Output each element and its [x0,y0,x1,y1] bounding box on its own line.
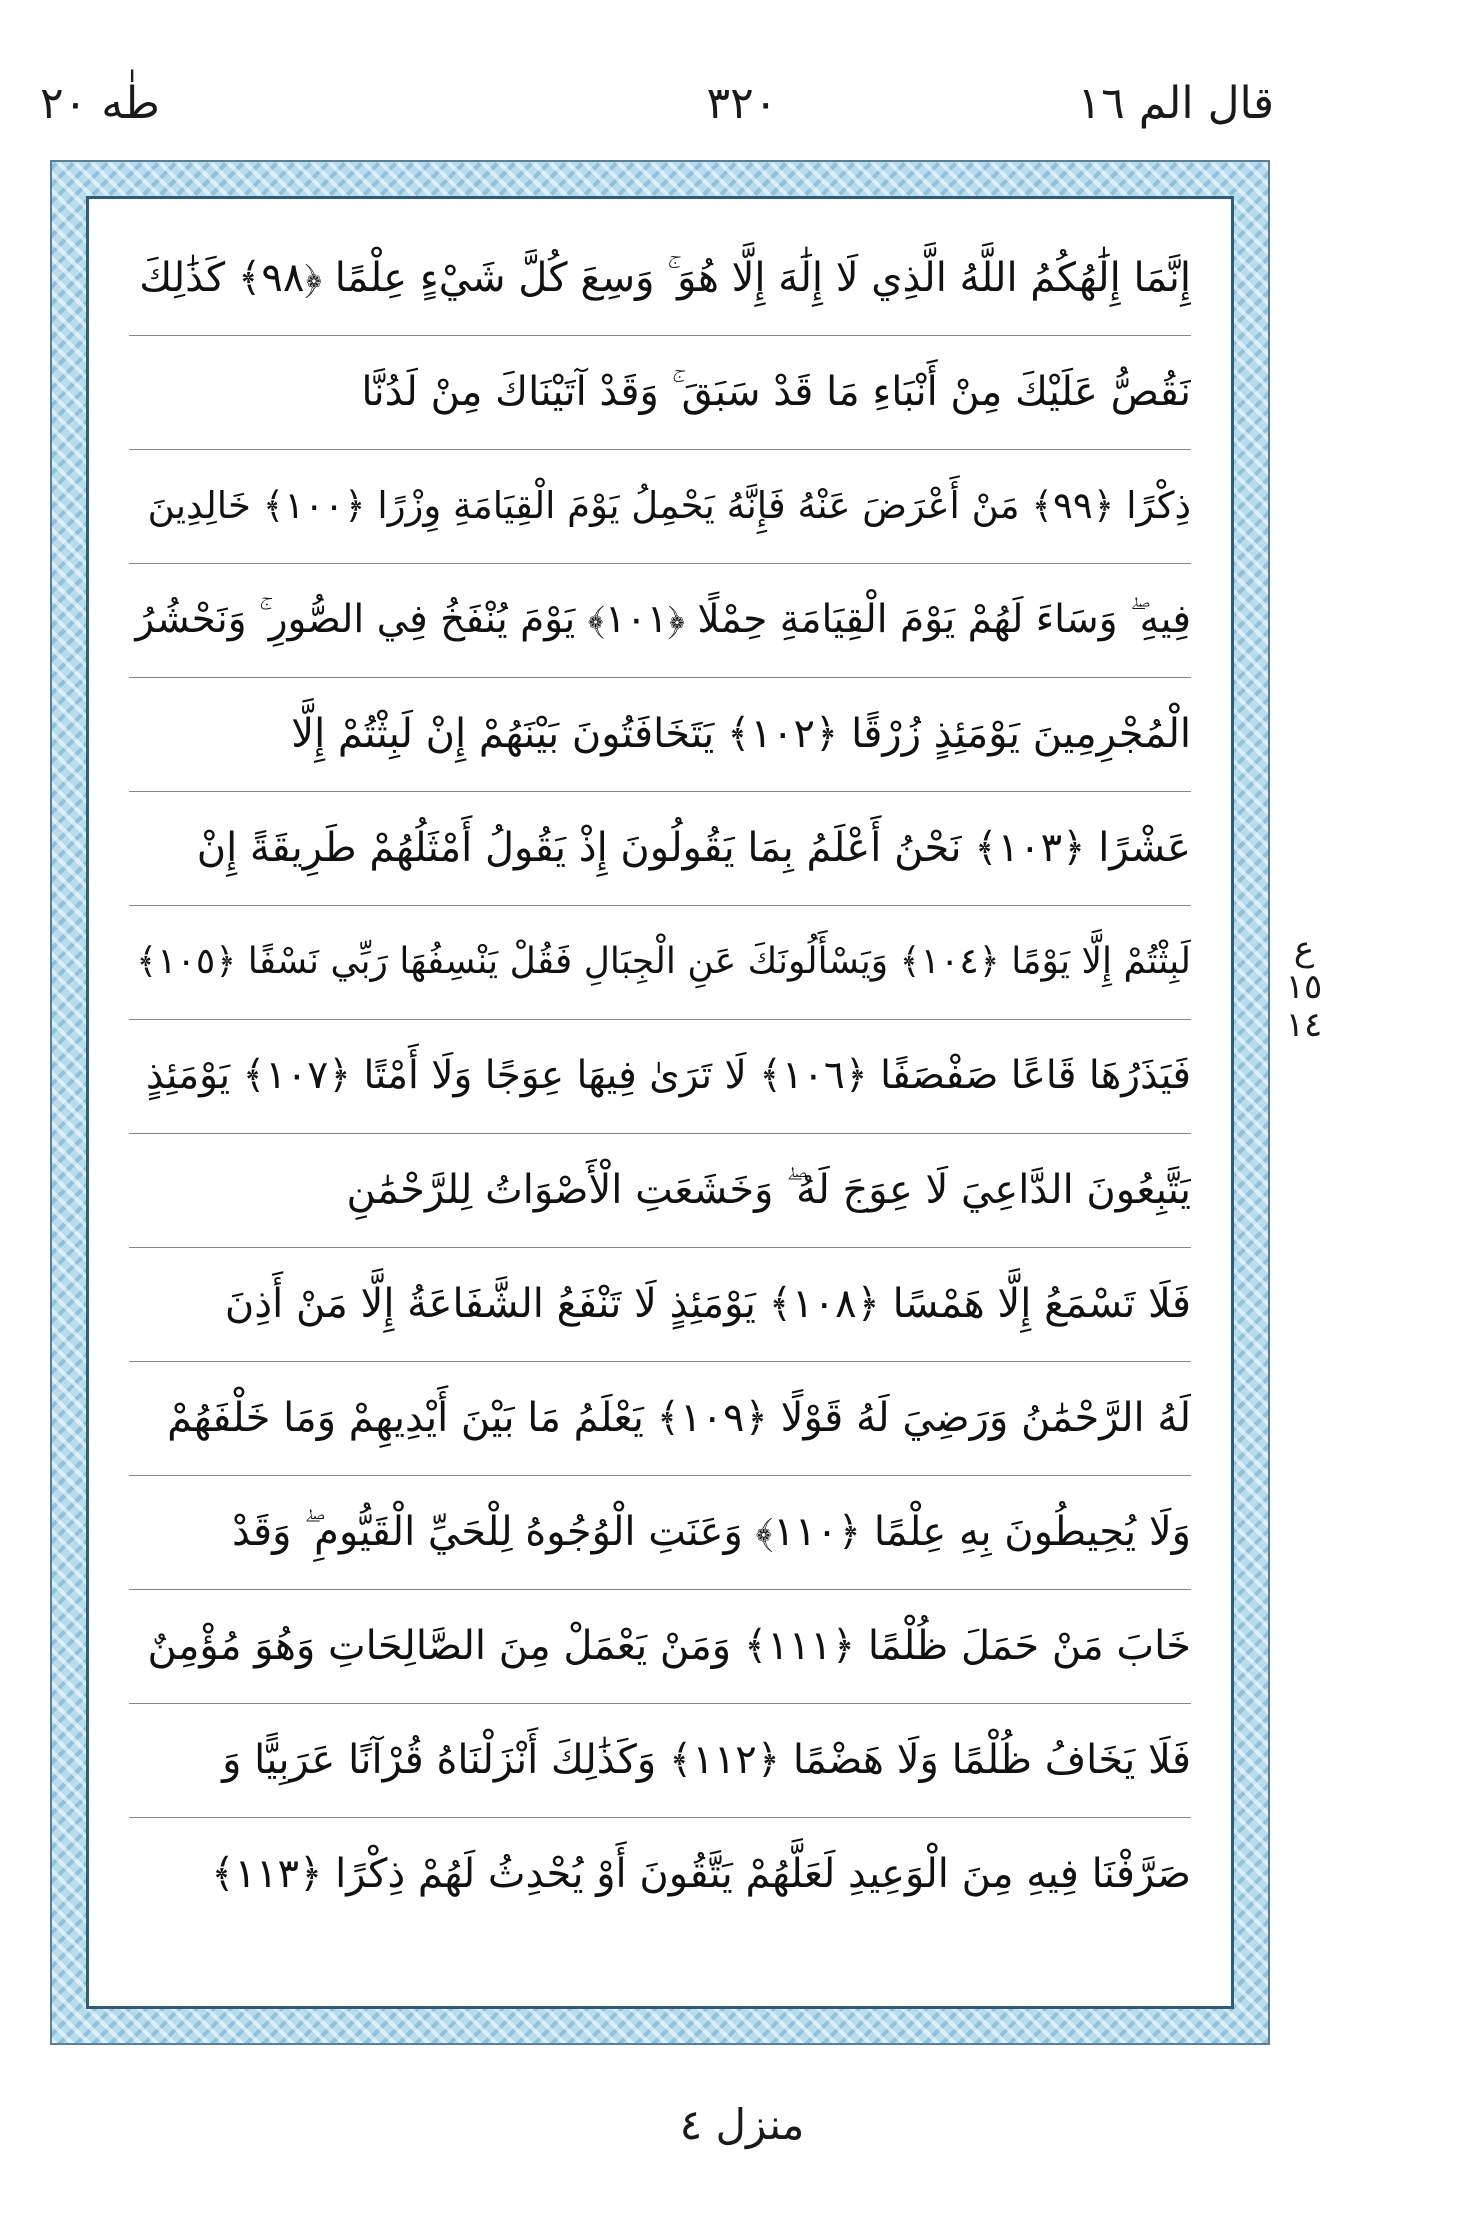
text-line [129,905,1191,1020]
manzil-label: منزل ٤ [679,2100,805,2149]
text-line [129,1019,1191,1134]
text-line [129,791,1191,906]
text-line-content: يَتَّبِعُونَ الدَّاعِيَ لَا عِوَجَ لَهُ ۖ وَخَشَعَتِ الْأَصْوَاتُ لِلرَّحْمَٰنِ [346,1167,1191,1213]
text-line-content: فَيَذَرُهَا قَاعًا صَفْصَفًا ﴿١٠٦﴾ لَا تَرَىٰ فِيهَا عِوَجًا وَلَا أَمْتًا ﴿١٠٧﴾ يَوْمَئِذٍ [145,1053,1191,1098]
text-line [129,1589,1191,1704]
text-panel [86,196,1234,2009]
text-line-content: فِيهِ ۖ وَسَاءَ لَهُمْ يَوْمَ الْقِيَامَةِ حِمْلًا ﴿١٠١﴾ يَوْمَ يُنْفَخُ فِي الصُّورِ ۚ وَنَحْشُرُ [135,597,1191,642]
text-line-content: صَرَّفْنَا فِيهِ مِنَ الْوَعِيدِ لَعَلَّهُمْ يَتَّقُونَ أَوْ يُحْدِثُ لَهُمْ ذِكْرًا ﴿١١٣﴾ [211,1851,1191,1897]
text-line-content: وَلَا يُحِيطُونَ بِهِ عِلْمًا ﴿١١٠﴾ وَعَنَتِ الْوُجُوهُ لِلْحَيِّ الْقَيُّومِ ۖ وَقَدْ [232,1509,1191,1555]
text-line [129,1703,1191,1818]
text-line [129,1133,1191,1248]
ruku-marker: ع ١٥ ١٤ [1285,929,1323,1045]
text-line [129,1247,1191,1362]
surah-title: طٰه ٢٠ [40,78,160,129]
text-line-content: ذِكْرًا ﴿٩٩﴾ مَنْ أَعْرَضَ عَنْهُ فَإِنَّهُ يَحْمِلُ يَوْمَ الْقِيَامَةِ وِزْرًا ﴿١٠٠﴾ خَالِدِينَ [147,484,1191,527]
text-line-content: إِنَّمَا إِلَٰهُكُمُ اللَّهُ الَّذِي لَا إِلَٰهَ إِلَّا هُوَ ۚ وَسِعَ كُلَّ شَيْءٍ عِلْمًا ﴿٩٨﴾ كَذَٰلِكَ [139,255,1191,301]
text-line [129,1817,1191,1931]
juz-title: قال الم ١٦ [1077,78,1274,129]
page-number: ٣٢٠ [706,78,778,129]
text-line-content: فَلَا يَخَافُ ظُلْمًا وَلَا هَضْمًا ﴿١١٢﴾ وَكَذَٰلِكَ أَنْزَلْنَاهُ قُرْآنًا عَرَبِيًّا وَ [222,1737,1191,1783]
text-line [129,1475,1191,1590]
text-line-content: لَبِثْتُمْ إِلَّا يَوْمًا ﴿١٠٤﴾ وَيَسْأَلُونَكَ عَنِ الْجِبَالِ فَقُلْ يَنْسِفُهَا رَبِّي نَسْفًا ﴿١٠٥﴾ [136,941,1191,982]
ornamental-border [50,160,1270,2045]
text-line-content: خَابَ مَنْ حَمَلَ ظُلْمًا ﴿١١١﴾ وَمَنْ يَعْمَلْ مِنَ الصَّالِحَاتِ وَهُوَ مُؤْمِنٌ [147,1623,1191,1669]
text-line [129,449,1191,564]
text-line [129,335,1191,450]
text-line-content: الْمُجْرِمِينَ يَوْمَئِذٍ زُرْقًا ﴿١٠٢﴾ يَتَخَافَتُونَ بَيْنَهُمْ إِنْ لَبِثْتُمْ إِلَّا [291,711,1191,757]
text-line [129,1361,1191,1476]
text-line-content: لَهُ الرَّحْمَٰنُ وَرَضِيَ لَهُ قَوْلًا ﴿١٠٩﴾ يَعْلَمُ مَا بَيْنَ أَيْدِيهِمْ وَمَا خَلْفَهُمْ [167,1395,1191,1441]
text-line [129,677,1191,792]
text-line-content: نَقُصُّ عَلَيْكَ مِنْ أَنْبَاءِ مَا قَدْ سَبَقَ ۚ وَقَدْ آتَيْنَاكَ مِنْ لَدُنَّا [361,369,1191,415]
text-line-content: فَلَا تَسْمَعُ إِلَّا هَمْسًا ﴿١٠٨﴾ يَوْمَئِذٍ لَا تَنْفَعُ الشَّفَاعَةُ إِلَّا مَنْ أَذِنَ [224,1281,1191,1327]
text-line [129,563,1191,678]
text-line [129,221,1191,336]
text-line-content: عَشْرًا ﴿١٠٣﴾ نَحْنُ أَعْلَمُ بِمَا يَقُولُونَ إِذْ يَقُولُ أَمْثَلُهُمْ طَرِيقَةً إِنْ [196,825,1191,871]
